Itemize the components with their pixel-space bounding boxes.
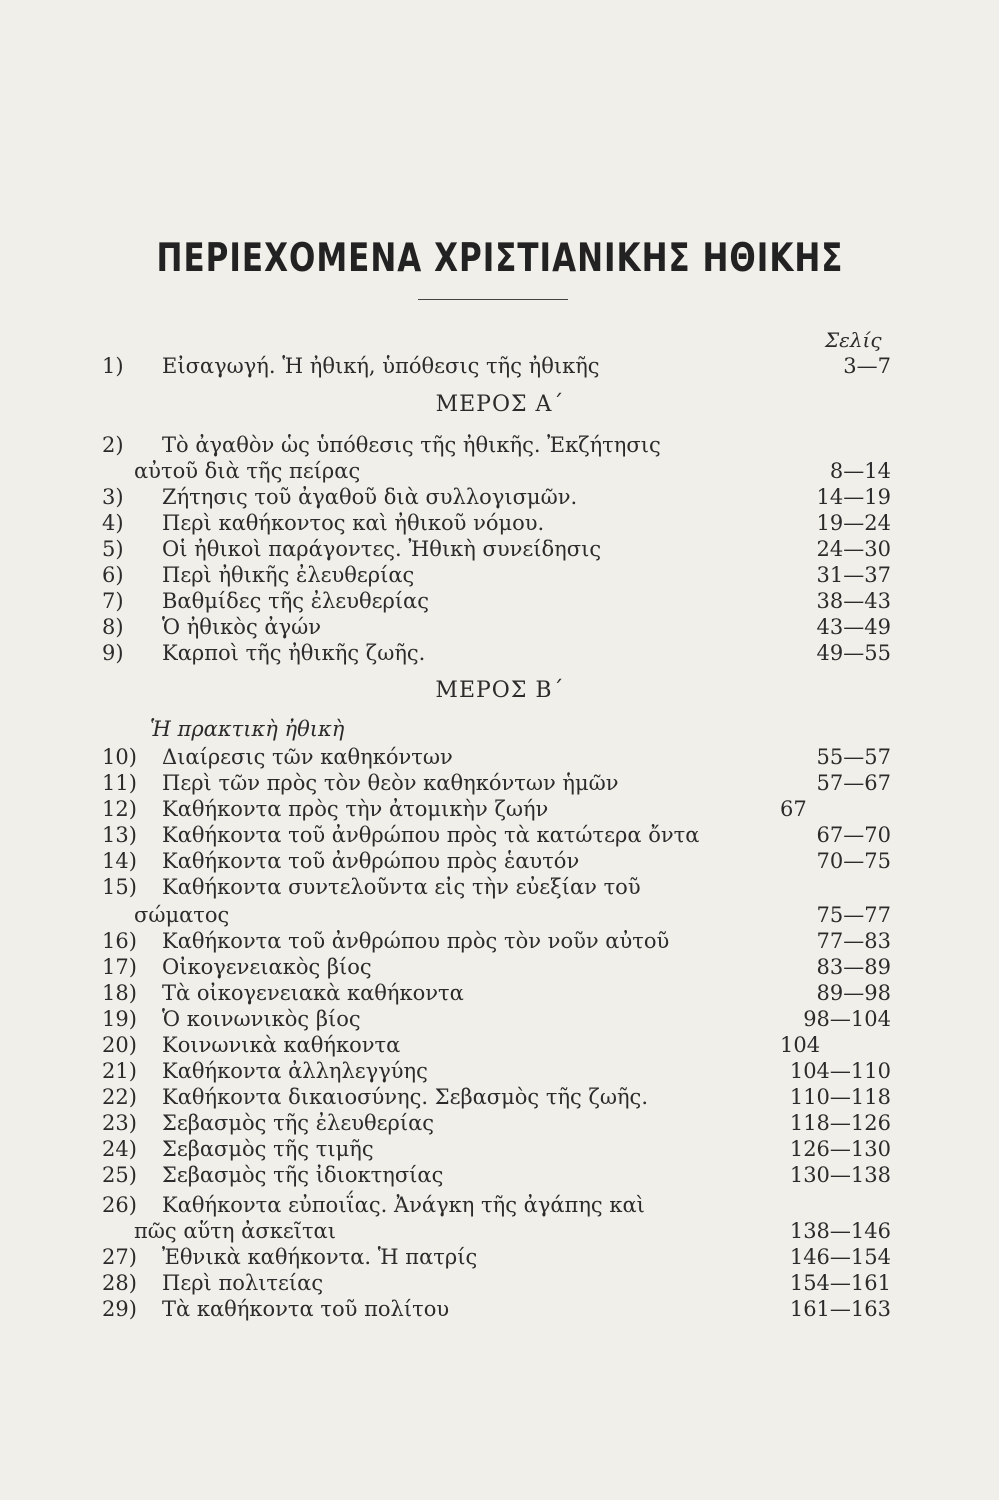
entry-number: 11) bbox=[102, 771, 137, 795]
entry-title: Καθήκοντα τοῦ ἀνθρώπου πρὸς ἑαυτόν bbox=[162, 849, 580, 873]
toc-entry bbox=[102, 744, 891, 771]
entry-title: Καθήκοντα τοῦ ἀνθρώπου πρὸς τὸν νοῦν αὐτοῦ bbox=[162, 929, 670, 953]
entry-number: 13) bbox=[102, 823, 137, 847]
toc-entry bbox=[102, 770, 891, 797]
entry-title: Οἰκογενειακὸς βίος bbox=[162, 955, 372, 979]
entry-pages: 146—154 bbox=[789, 1245, 891, 1269]
entry-number: 6) bbox=[102, 563, 124, 587]
entry-pages: 49—55 bbox=[816, 641, 891, 665]
entry-title: Διαίρεσις τῶν καθηκόντων bbox=[162, 745, 453, 769]
entry-pages: 118—126 bbox=[789, 1111, 891, 1135]
entry-pages: 24—30 bbox=[816, 537, 891, 561]
entry-pages: 130—138 bbox=[789, 1163, 891, 1187]
toc-entry bbox=[102, 1244, 891, 1271]
entry-number: 26) bbox=[102, 1193, 137, 1217]
toc-entry bbox=[102, 588, 891, 615]
entry-title: Κοινωνικὰ καθήκοντα bbox=[162, 1033, 401, 1057]
entry-number: 28) bbox=[102, 1271, 137, 1295]
toc-entry bbox=[102, 562, 891, 589]
entry-pages: 67 bbox=[780, 797, 807, 821]
entry-number: 29) bbox=[102, 1297, 137, 1321]
entry-number: 12) bbox=[102, 797, 137, 821]
entry-title: Τὰ οἰκογενειακὰ καθήκοντα bbox=[162, 981, 464, 1005]
entry-number: 15) bbox=[102, 875, 137, 899]
entry-number: 22) bbox=[102, 1085, 137, 1109]
entry-title: Ὁ κοινωνικὸς βίος bbox=[162, 1007, 361, 1031]
toc-entry bbox=[102, 640, 891, 667]
entry-number: 8) bbox=[102, 615, 124, 639]
entry-pages: 98—104 bbox=[803, 1007, 891, 1031]
toc-entry bbox=[102, 822, 891, 849]
entry-title: Ὁ ἠθικὸς ἀγών bbox=[162, 615, 322, 639]
entry-title: Περὶ πολιτείας bbox=[162, 1271, 324, 1295]
entry-pages: 104—110 bbox=[789, 1059, 891, 1083]
entry-pages: 89—98 bbox=[816, 981, 891, 1005]
entry-number: 21) bbox=[102, 1059, 137, 1083]
toc-entry bbox=[102, 484, 891, 511]
entry-number: 1) bbox=[102, 354, 124, 378]
entry-pages: 55—57 bbox=[816, 745, 891, 769]
entry-title: Σεβασμὸς τῆς ἰδιοκτησίας bbox=[162, 1163, 444, 1187]
entry-number: 17) bbox=[102, 955, 137, 979]
entry-number: 2) bbox=[102, 433, 124, 457]
toc-entry bbox=[102, 980, 891, 1007]
entry-number: 9) bbox=[102, 641, 124, 665]
entry-pages: 8—14 bbox=[829, 459, 891, 483]
toc-entry bbox=[102, 1058, 891, 1085]
entry-title: αὐτοῦ διὰ τῆς πείρας bbox=[134, 459, 361, 483]
entry-pages: 126—130 bbox=[789, 1137, 891, 1161]
entry-pages: 138—146 bbox=[789, 1219, 891, 1243]
entry-title: Βαθμίδες τῆς ἐλευθερίας bbox=[162, 589, 430, 613]
entry-number: 18) bbox=[102, 981, 137, 1005]
toc-entry-continuation bbox=[102, 1218, 891, 1245]
toc-entry bbox=[102, 796, 891, 823]
toc-entry bbox=[102, 432, 891, 459]
entry-pages: 57—67 bbox=[816, 771, 891, 795]
entry-number: 23) bbox=[102, 1111, 137, 1135]
entry-pages: 70—75 bbox=[816, 849, 891, 873]
toc-entry bbox=[102, 1084, 891, 1111]
entry-title: Ἐθνικὰ καθήκοντα. Ἡ πατρίς bbox=[162, 1245, 478, 1269]
entry-number: 19) bbox=[102, 1007, 137, 1031]
part-b-subtitle: Ἡ πρακτικὴ ἠθικὴ bbox=[150, 717, 345, 741]
entry-title: Καθήκοντα τοῦ ἀνθρώπου πρὸς τὰ κατώτερα ὄντα bbox=[162, 823, 700, 847]
entry-pages: 31—37 bbox=[816, 563, 891, 587]
entry-title: Οἱ ἠθικοὶ παράγοντες. Ἠθικὴ συνείδησις bbox=[162, 537, 602, 561]
entry-title: Καθήκοντα εὐποιΐας. Ἀνάγκη τῆς ἀγάπης καὶ bbox=[162, 1193, 645, 1217]
entry-number: 7) bbox=[102, 589, 124, 613]
entry-number: 14) bbox=[102, 849, 137, 873]
entry-title: Εἰσαγωγή. Ἡ ἠθική, ὑπόθεσις τῆς ἠθικῆς bbox=[162, 354, 600, 378]
entry-title: Ζήτησις τοῦ ἀγαθοῦ διὰ συλλογισμῶν. bbox=[162, 485, 578, 509]
toc-entry bbox=[102, 848, 891, 875]
entry-title: πῶς αὕτη ἀσκεῖται bbox=[134, 1219, 336, 1243]
entry-title: Περὶ ἠθικῆς ἐλευθερίας bbox=[162, 563, 415, 587]
entry-number: 24) bbox=[102, 1137, 137, 1161]
toc-entry bbox=[102, 1162, 891, 1189]
entry-title: Περὶ τῶν πρὸς τὸν θεὸν καθηκόντων ἡμῶν bbox=[162, 771, 619, 795]
entry-pages: 43—49 bbox=[816, 615, 891, 639]
part-b-heading: ΜΕΡΟΣ Β΄ bbox=[435, 678, 565, 703]
entry-title: Καθήκοντα πρὸς τὴν ἀτομικὴν ζωήν bbox=[162, 797, 549, 821]
toc-entry bbox=[102, 1032, 891, 1059]
pages-column-label: Σελίς bbox=[825, 328, 882, 352]
entry-number: 25) bbox=[102, 1163, 137, 1187]
entry-number: 27) bbox=[102, 1245, 137, 1269]
entry-title: Σεβασμὸς τῆς ἐλευθερίας bbox=[162, 1111, 435, 1135]
toc-entry-continuation bbox=[102, 902, 891, 929]
entry-pages: 38—43 bbox=[816, 589, 891, 613]
entry-pages: 77—83 bbox=[816, 929, 891, 953]
entry-pages: 110—118 bbox=[789, 1085, 891, 1109]
toc-entry bbox=[102, 954, 891, 981]
toc-entry bbox=[102, 536, 891, 563]
toc-entry-continuation bbox=[102, 458, 891, 485]
entry-number: 10) bbox=[102, 745, 137, 769]
entry-title: Καθήκοντα δικαιοσύνης. Σεβασμὸς τῆς ζωῆς. bbox=[162, 1085, 648, 1109]
entry-pages: 67—70 bbox=[816, 823, 891, 847]
toc-entry bbox=[102, 874, 891, 901]
toc-entry bbox=[102, 510, 891, 537]
title-divider bbox=[418, 299, 568, 300]
toc-entry bbox=[102, 1006, 891, 1033]
toc-entry bbox=[102, 1296, 891, 1323]
page-title: ΠΕΡΙΕΧΟΜΕΝΑ ΧΡΙΣΤΙΑΝΙΚΗΣ ΗΘΙΚΗΣ bbox=[156, 236, 844, 281]
toc-entry bbox=[102, 1136, 891, 1163]
entry-title: Τὰ καθήκοντα τοῦ πολίτου bbox=[162, 1297, 450, 1321]
entry-title: Τὸ ἀγαθὸν ὡς ὑπόθεσις τῆς ἠθικῆς. Ἐκζήτησις bbox=[162, 433, 661, 457]
entry-number: 5) bbox=[102, 537, 124, 561]
entry-pages: 161—163 bbox=[789, 1297, 891, 1321]
entry-pages: 83—89 bbox=[816, 955, 891, 979]
entry-title: σώματος bbox=[134, 903, 230, 927]
part-a-heading: ΜΕΡΟΣ Α΄ bbox=[435, 392, 565, 417]
entry-pages: 14—19 bbox=[816, 485, 891, 509]
entry-pages: 19—24 bbox=[816, 511, 891, 535]
entry-pages: 75—77 bbox=[816, 903, 891, 927]
entry-number: 16) bbox=[102, 929, 137, 953]
entry-title: Καθήκοντα ἀλληλεγγύης bbox=[162, 1059, 428, 1083]
entry-title: Καρποὶ τῆς ἠθικῆς ζωῆς. bbox=[162, 641, 426, 665]
toc-entry bbox=[102, 928, 891, 955]
entry-title: Καθήκοντα συντελοῦντα εἰς τὴν εὐεξίαν τοῦ bbox=[162, 875, 641, 899]
entry-pages: 104 bbox=[780, 1033, 821, 1057]
entry-title: Σεβασμὸς τῆς τιμῆς bbox=[162, 1137, 374, 1161]
toc-entry bbox=[102, 1110, 891, 1137]
toc-entry bbox=[102, 614, 891, 641]
entry-title: Περὶ καθήκοντος καὶ ἠθικοῦ νόμου. bbox=[162, 511, 545, 535]
entry-pages: 3—7 bbox=[843, 354, 891, 378]
entry-number: 20) bbox=[102, 1033, 137, 1057]
toc-entry bbox=[102, 353, 891, 380]
entry-pages: 154—161 bbox=[789, 1271, 891, 1295]
toc-entry bbox=[102, 1270, 891, 1297]
toc-entry bbox=[102, 1192, 891, 1219]
entry-number: 3) bbox=[102, 485, 124, 509]
entry-number: 4) bbox=[102, 511, 124, 535]
